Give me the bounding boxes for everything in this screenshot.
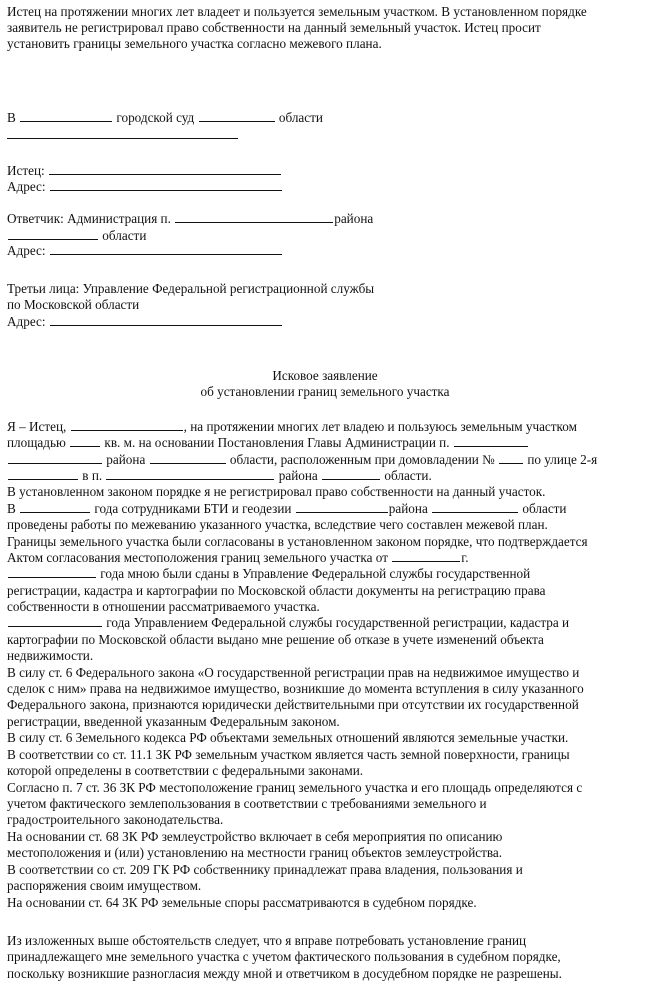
blank-field (392, 550, 460, 562)
body-line: На основании ст. 64 ЗК РФ земельные споры рассматриваются в судебном порядке. (7, 895, 477, 910)
defendant-region: области (102, 228, 147, 243)
blank-field (50, 179, 282, 191)
body-line (7, 468, 432, 484)
blank-field (49, 163, 281, 175)
plaintiff-line (7, 163, 282, 179)
body-line: картографии по Московской области выдано мне решение об отказе в учете изменений объекта (7, 632, 544, 647)
body-line (7, 615, 569, 631)
court-line (7, 110, 323, 126)
blank-field (20, 501, 90, 513)
body-line: регистрации, кадастра и картографии по Московской области документы на регистрацию права (7, 583, 546, 598)
body-line: В силу ст. 6 Федерального закона «О государственной регистрации прав на недвижимое имущество и (7, 665, 580, 680)
plaintiff-label: Истец: (7, 163, 45, 178)
text: в п. (82, 468, 103, 483)
body-line: градостроительного законодательства. (7, 812, 224, 827)
defendant-line (7, 211, 373, 227)
body-line (7, 452, 597, 468)
blank-field (8, 615, 102, 627)
blank-field (454, 435, 528, 447)
third-party-address-line (7, 314, 283, 330)
court-underline (7, 138, 238, 139)
body-line: На основании ст. 68 ЗК РФ землеустройство включает в себя мероприятия по описанию (7, 829, 503, 844)
text: года мною были сданы в Управление Федеральной службы государственной (100, 566, 531, 581)
text: района (106, 452, 146, 467)
text: кв. м. на основании Постановления Главы Администрации п. (104, 435, 450, 450)
text: , на протяжении многих лет владею и пользуюсь земельным участком (183, 419, 577, 434)
body-line: принадлежащего мне земельного участка с учетом фактического пользования в судебном порядке, (7, 949, 561, 964)
text: района (388, 501, 428, 516)
blank-field (8, 452, 102, 464)
blank-field (499, 452, 523, 464)
blank-field (432, 501, 518, 513)
body-line: Согласно п. 7 ст. 36 ЗК РФ местоположение границ земельного участка и его площадь определяются с (7, 780, 583, 795)
court-prefix: В (7, 110, 16, 125)
court-suffix: области (278, 110, 323, 125)
body-line (7, 435, 529, 451)
body-line (7, 419, 577, 435)
body-line: Из изложенных выше обстоятельств следует, что я вправе потребовать установление границ (7, 933, 527, 948)
blank-field (8, 468, 78, 480)
body-line: Федерального закона, признаются юридически действительными при отсутствии их государственной (7, 697, 579, 712)
intro-line-2: заявитель не регистрировал право собственности на данный земельный участок. Истец просит (7, 20, 541, 35)
body-line: В соответствии со ст. 11.1 ЗК РФ земельным участком является часть земной поверхности, границы (7, 747, 570, 762)
defendant-region-line (7, 228, 146, 244)
text: площадью (7, 435, 66, 450)
blank-field (8, 228, 98, 240)
text: Актом согласования местоположения границ земельного участка от (7, 550, 388, 565)
text: района (278, 468, 318, 483)
blank-field (50, 314, 282, 326)
document-subtitle: об установлении границ земельного участка (200, 384, 450, 399)
body-line: проведены работы по межеванию указанного участка, вследствие чего составлен межевой план. (7, 517, 548, 532)
blank-field (106, 468, 274, 480)
defendant-district: района (334, 211, 374, 226)
blank-field (175, 211, 333, 223)
body-line: которой определены в соответствии с федеральными законами. (7, 763, 364, 778)
blank-field (8, 566, 96, 578)
body-line: Границы земельного участка были согласованы в установленном законом порядке, что подтверждается (7, 534, 588, 549)
address-label: Адрес: (7, 179, 46, 194)
body-line: недвижимости. (7, 648, 94, 663)
text: по улице 2-я (527, 452, 598, 467)
text: области. (384, 468, 432, 483)
body-line: учетом фактического землепользования в соответствии с требованиями земельного и (7, 796, 487, 811)
document-title: Исковое заявление (272, 368, 378, 383)
plaintiff-address-line (7, 179, 283, 195)
third-party-line-1: Третьи лица: Управление Федеральной регистрационной службы (7, 281, 375, 296)
body-line (7, 566, 530, 582)
body-line: поскольку возникшие разногласия между мной и ответчиком в досудебном порядке не разрешены. (7, 966, 562, 981)
body-line: В соответствии со ст. 209 ГК РФ собственнику принадлежат права владения, пользования и (7, 862, 523, 877)
defendant-label: Ответчик: Администрация п. (7, 211, 171, 226)
third-party-line-2: по Московской области (7, 297, 140, 312)
body-line: В силу ст. 6 Земельного кодекса РФ объектами земельных отношений являются земельные участки. (7, 730, 569, 745)
text: года сотрудниками БТИ и геодезии (94, 501, 292, 516)
body-line: собственности в отношении рассматриваемого участка. (7, 599, 320, 614)
intro-line-1: Истец на протяжении многих лет владеет и пользуется земельным участком. В установленном порядке (7, 4, 587, 19)
body-line (7, 501, 567, 517)
blank-field (199, 110, 275, 122)
court-middle: городской суд (116, 110, 195, 125)
text: Я – Истец, (7, 419, 67, 434)
blank-field (50, 243, 282, 255)
blank-field (70, 435, 100, 447)
address-label: Адрес: (7, 243, 46, 258)
text: В (7, 501, 16, 516)
body-line: распоряжения своим имуществом. (7, 878, 202, 893)
text: г. (461, 550, 469, 565)
body-line: сделок с ним» права на недвижимое имущество, возникшие до момента вступления в силу указанного (7, 681, 584, 696)
intro-line-3: установить границы земельного участка согласно межевого плана. (7, 36, 382, 51)
text: года Управлением Федеральной службы государственной регистрации, кадастра и (106, 615, 570, 630)
body-line: В установленном законом порядке я не регистрировал право собственности на данный участок. (7, 484, 546, 499)
text: области (522, 501, 567, 516)
defendant-address-line (7, 243, 283, 259)
body-line (7, 550, 469, 566)
text: области, расположенным при домовладении № (229, 452, 495, 467)
blank-field (20, 110, 112, 122)
blank-field (296, 501, 388, 513)
body-line: местоположения и (или) установлению на местности границ объектов землеустройства. (7, 845, 503, 860)
blank-field (322, 468, 380, 480)
body-line: регистрации, введенной указанным Федеральным законом. (7, 714, 340, 729)
blank-field (150, 452, 226, 464)
blank-field (71, 419, 183, 431)
address-label: Адрес: (7, 314, 46, 329)
